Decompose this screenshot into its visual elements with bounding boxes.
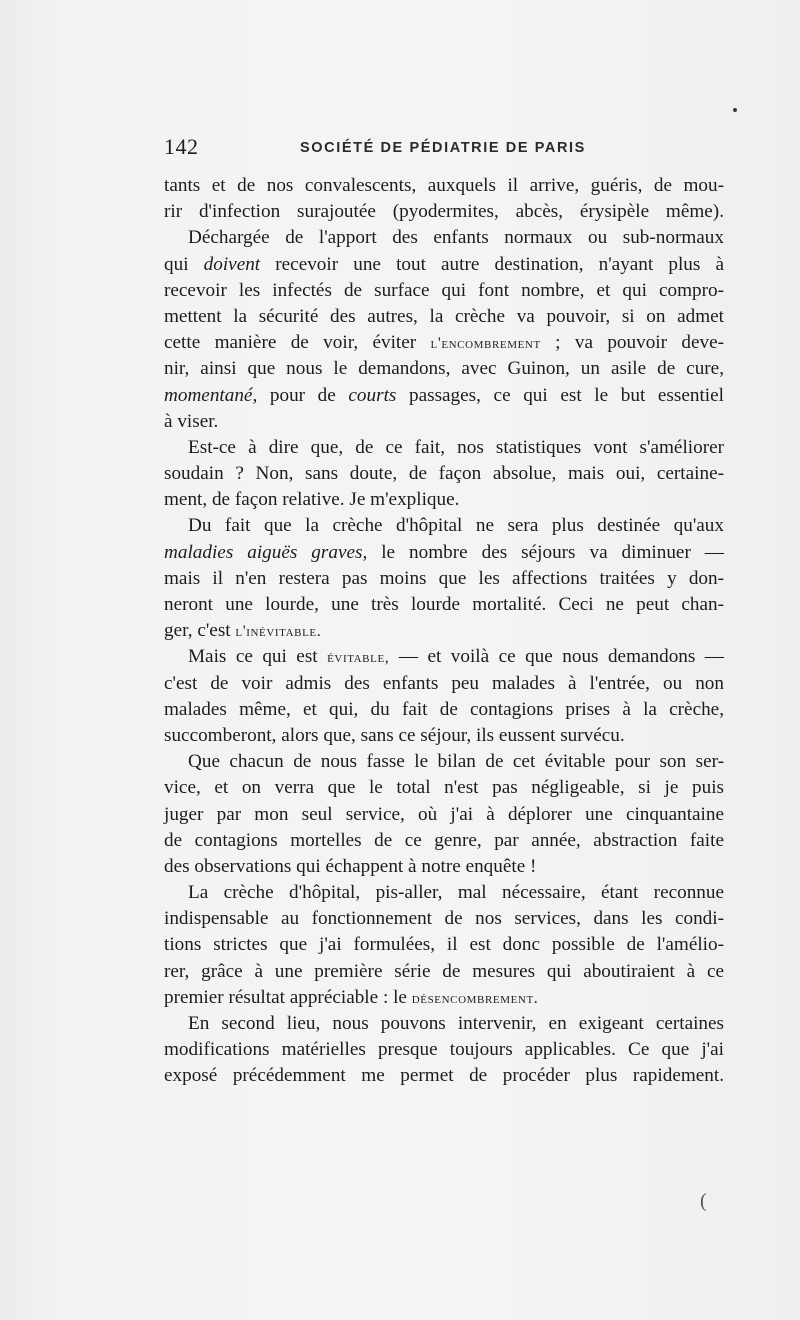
- text-line: [164, 671, 724, 697]
- text-segment: tions strictes que j'ai formulées, il est donc possible de l'amélio-: [164, 934, 724, 956]
- text-segment: pour de: [257, 384, 349, 406]
- text-segment: En second lieu, nous pouvons intervenir, en exigeant certaines: [188, 1013, 724, 1034]
- paragraph-first-line: [164, 1011, 724, 1037]
- text-line: [164, 828, 724, 854]
- text-line: [164, 723, 724, 749]
- text-segment: Mais ce qui est: [188, 646, 328, 668]
- text-segment: qui: [164, 253, 204, 275]
- text-segment: cette manière de voir, éviter: [164, 332, 431, 354]
- body-text: [164, 173, 724, 1090]
- text-segment: indispensable au fonctionnement de nos services, dans les condi-: [164, 908, 724, 930]
- text-line: [164, 278, 724, 304]
- small-caps-text: l'inévitable.: [235, 623, 322, 641]
- text-segment: recevoir une tout autre destination, n'ayant plus à: [260, 253, 724, 275]
- text-segment: malades même, et qui, du fait de contagions prises à la crèche,: [164, 698, 724, 720]
- small-caps-text: évitable,: [327, 649, 390, 667]
- text-segment: le nombre des séjours va diminuer —: [367, 541, 724, 563]
- text-segment: Est-ce à dire que, de ce fait, nos statistiques vont s'améliorer: [188, 436, 724, 458]
- text-segment: ger, c'est: [164, 620, 236, 642]
- text-segment: nir, ainsi que nous le demandons, avec Guinon, un asile de cure,: [164, 358, 724, 380]
- text-segment: c'est de voir admis des enfants peu malades à l'entrée, ou non: [164, 672, 724, 694]
- text-segment: Déchargée de l'apport des enfants normaux ou sub-normaux: [188, 227, 724, 249]
- text-segment: soudain ? Non, sans doute, de façon absolue, mais oui, certaine-: [164, 463, 724, 485]
- text-segment: exposé précédemment me permet de procéder plus rapidement.: [164, 1065, 724, 1087]
- text-line: [164, 697, 724, 723]
- text-segment: vice, et on verra que le total n'est pas négligeable, si je puis: [164, 777, 724, 799]
- italic-text: courts: [348, 384, 397, 406]
- paragraph-first-line: [164, 880, 724, 906]
- text-line: [164, 854, 724, 880]
- text-segment: premier résultat appréciable : le: [164, 986, 412, 1008]
- text-segment: mais il n'en restera pas moins que les affections traitées y don-: [164, 567, 724, 589]
- italic-text: momentané,: [164, 384, 258, 406]
- text-segment: Que chacun de nous fasse le bilan de cet évitable pour son ser-: [188, 751, 724, 773]
- text-segment: — et voilà ce que nous demandons —: [389, 646, 724, 668]
- text-segment: des observations qui échappent à notre enquête !: [164, 855, 537, 877]
- text-segment: La crèche d'hôpital, pis-aller, mal nécessaire, étant reconnue: [188, 882, 724, 904]
- text-line: [164, 252, 724, 278]
- text-segment: recevoir les infectés de surface qui font nombre, et qui compro-: [164, 279, 724, 301]
- text-line: [164, 592, 724, 618]
- text-line: [164, 618, 724, 644]
- text-segment: ment, de façon relative. Je m'explique.: [164, 489, 460, 511]
- running-title: SOCIÉTÉ DE PÉDIATRIE DE PARIS: [300, 140, 586, 156]
- paragraph-first-line: [164, 225, 724, 251]
- italic-text: doivent: [203, 253, 261, 275]
- text-segment: ; va pouvoir deve-: [540, 332, 724, 354]
- text-line: [164, 304, 724, 330]
- text-segment: à viser.: [164, 410, 219, 432]
- text-line: [164, 199, 724, 225]
- paragraph-first-line: [164, 749, 724, 775]
- page-header: [164, 134, 724, 164]
- text-line: [164, 487, 724, 513]
- text-segment: mettent la sécurité des autres, la crèche va pouvoir, si on admet: [164, 305, 724, 327]
- text-line: [164, 566, 724, 592]
- paragraph-first-line: [164, 435, 724, 461]
- paragraph-first-line: [164, 644, 724, 670]
- text-line: [164, 356, 724, 382]
- text-segment: modifications matérielles presque toujours applicables. Ce que j'ai: [164, 1039, 724, 1061]
- text-line: [164, 409, 724, 435]
- italic-text: maladies aiguës graves,: [164, 541, 368, 563]
- page-number: 142: [164, 134, 199, 159]
- text-line: [164, 1037, 724, 1063]
- text-segment: rer, grâce à une première série de mesures qui aboutiraient à ce: [164, 960, 724, 982]
- text-segment: juger par mon seul service, où j'ai à déplorer une cinquantaine: [164, 803, 724, 825]
- text-line: [164, 959, 724, 985]
- text-segment: passages, ce qui est le but essentiel: [396, 384, 724, 406]
- text-line: [164, 985, 724, 1011]
- text-line: [164, 906, 724, 932]
- text-line: [164, 173, 724, 199]
- text-segment: Du fait que la crèche d'hôpital ne sera plus destinée qu'aux: [188, 515, 724, 537]
- paper-speck: [733, 108, 737, 112]
- paragraph-first-line: [164, 513, 724, 539]
- text-segment: rir d'infection surajoutée (pyodermites, abcès, érysipèle même).: [164, 201, 724, 223]
- text-line: [164, 383, 724, 409]
- text-line: [164, 330, 724, 356]
- text-segment: succomberont, alors que, sans ce séjour, ils eussent survécu.: [164, 724, 625, 746]
- text-line: [164, 802, 724, 828]
- small-caps-text: désencombrement.: [411, 989, 539, 1007]
- text-line: [164, 932, 724, 958]
- text-line: [164, 540, 724, 566]
- text-line: [164, 775, 724, 801]
- text-segment: neront une lourde, une très lourde mortalité. Ceci ne peut chan-: [164, 594, 724, 615]
- text-segment: de contagions mortelles de ce genre, par année, abstraction faite: [164, 829, 724, 851]
- text-segment: tants et de nos convalescents, auxquels il arrive, guéris, de mou-: [164, 175, 724, 196]
- text-line: [164, 461, 724, 487]
- text-line: [164, 1063, 724, 1089]
- small-caps-text: l'encombrement: [430, 335, 541, 353]
- margin-mark: (: [700, 1190, 707, 1212]
